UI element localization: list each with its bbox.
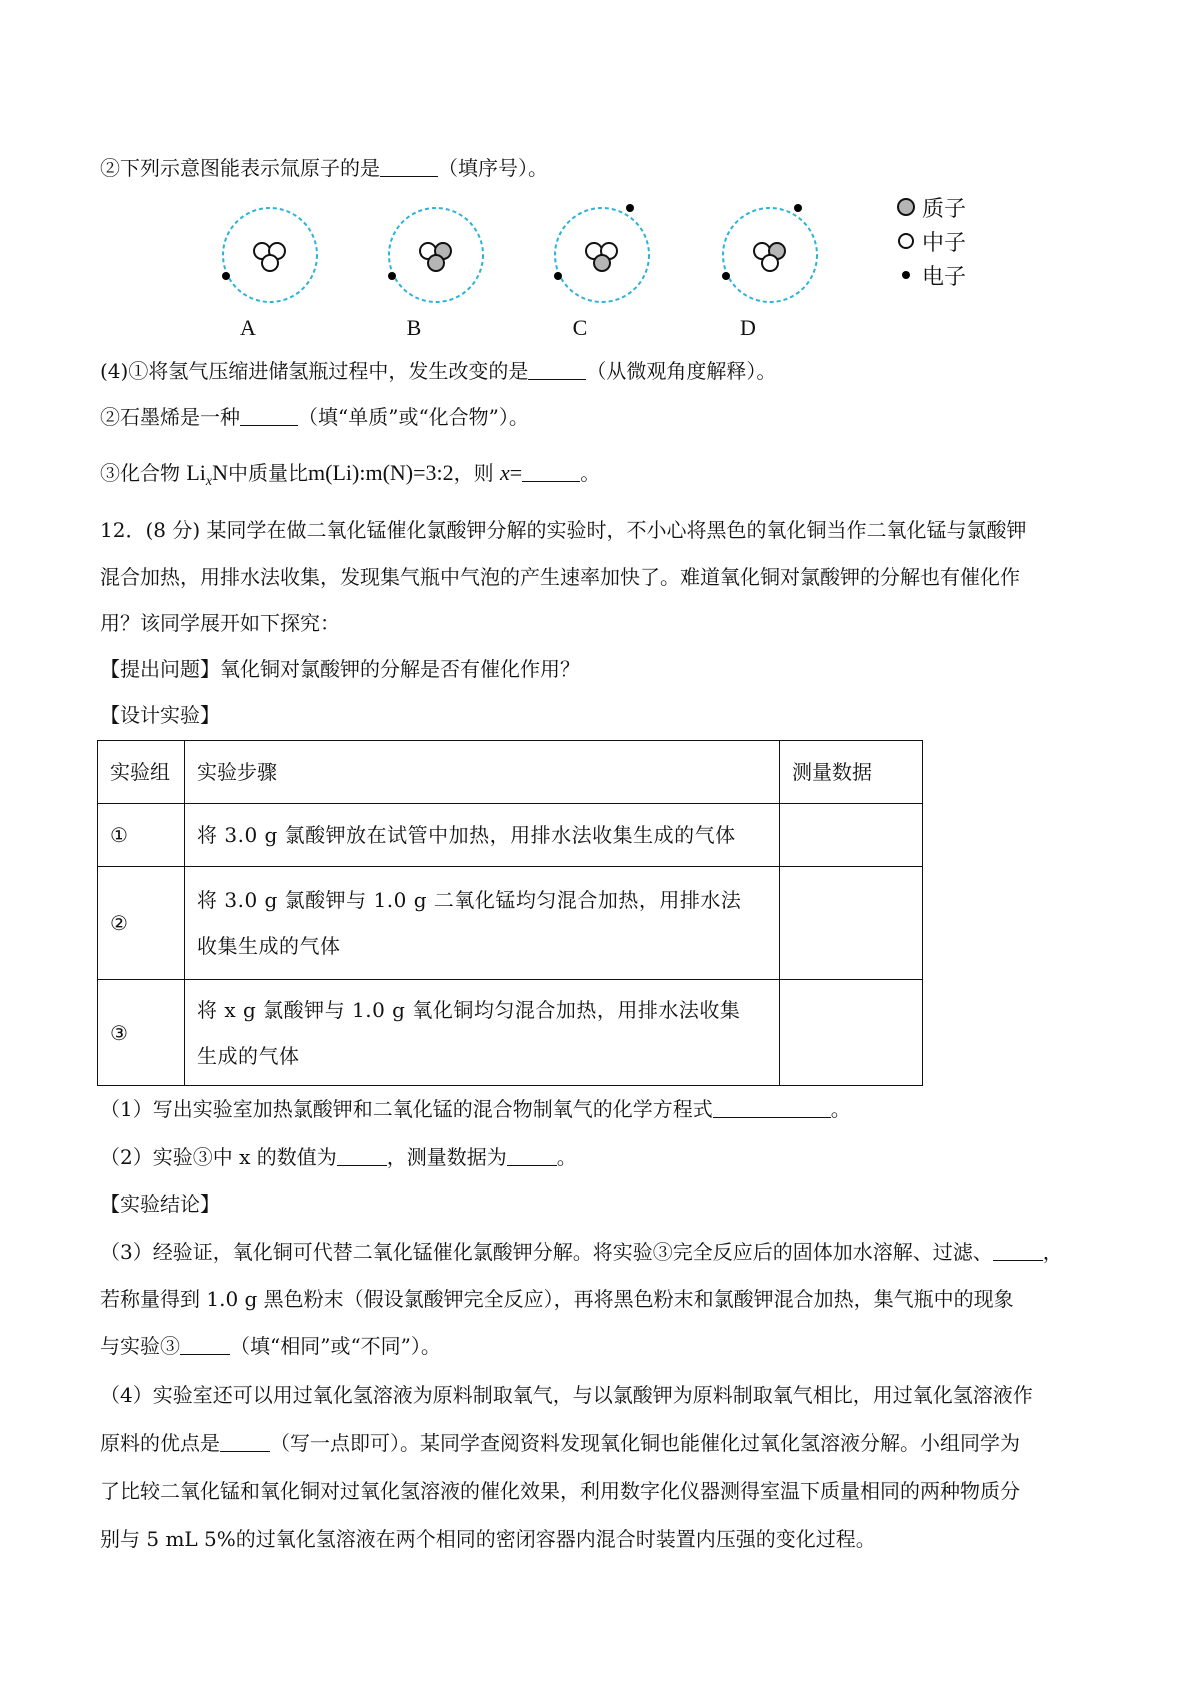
- answer-blank[interactable]: [220, 1431, 270, 1452]
- legend-neutron-label: 中子: [922, 230, 967, 256]
- cell-step: [185, 804, 780, 867]
- legend-electron-label: 电子: [922, 264, 967, 290]
- q4-line2: [100, 402, 529, 432]
- question-text: ②下列示意图能表示氚原子的是: [100, 156, 380, 180]
- q12-part4-line4: 别与 5 mL 5%的过氧化氢溶液在两个相同的密闭容器内混合时装置内压强的变化过程。: [100, 1527, 876, 1551]
- q12-part4-l2-tail: （写一点即可）。某同学查阅资料发现氧化铜也能催化过氧化氢溶液分解。小组同学为: [270, 1431, 1020, 1455]
- table-row: [98, 867, 923, 980]
- variable-x-symbol: x: [500, 460, 510, 485]
- q12-part2-mid: ，测量数据为: [386, 1145, 507, 1169]
- atom-option-b: [376, 195, 496, 340]
- proton-icon: [896, 197, 916, 217]
- formula-lixn: [186, 460, 229, 489]
- table-header-row: [98, 741, 923, 804]
- atom-diagram: [210, 195, 967, 345]
- legend-electron: [896, 259, 966, 291]
- q4-line3-then: ，则: [453, 461, 494, 485]
- cell-step-line1: 将 3.0 g 氯酸钾与 1.0 g 二氧化锰均匀混合加热，用排水法: [197, 888, 742, 912]
- q12-part2-text: （2）实验③中 x 的数值为: [100, 1145, 337, 1169]
- q12-part3-l3-tail: （填“相同”或“不同”）。: [230, 1334, 441, 1358]
- cell-data[interactable]: [780, 980, 923, 1086]
- atom-d-figure: [710, 195, 830, 315]
- answer-blank[interactable]: [507, 1145, 557, 1166]
- q12-conclusion-heading: 【实验结论】: [100, 1192, 220, 1216]
- answer-blank[interactable]: [522, 461, 580, 482]
- cell-step: [185, 980, 780, 1086]
- atom-c-figure: [542, 195, 662, 315]
- header-group: 实验组: [98, 741, 185, 804]
- electron-icon: [896, 265, 916, 285]
- atom-option-c: [542, 195, 662, 340]
- q12-part2-tail: 。: [556, 1145, 577, 1169]
- answer-blank[interactable]: [528, 359, 586, 380]
- cell-step-line1: 将 x g 氯酸钾与 1.0 g 氧化铜均匀混合加热，用排水法收集: [197, 997, 741, 1022]
- neutron-icon: [896, 231, 916, 251]
- atom-label-d: D: [740, 315, 756, 340]
- q4-line1-text: (4)①将氢气压缩进储氢瓶过程中，发生改变的是: [100, 359, 529, 383]
- header-steps: 实验步骤: [185, 741, 780, 804]
- q12-question: 【提出问题】氧化铜对氯酸钾的分解是否有催化作用？: [100, 657, 580, 681]
- answer-blank[interactable]: [713, 1097, 831, 1118]
- question-tail: （填序号）。: [438, 156, 548, 180]
- legend-proton: [896, 191, 966, 223]
- q12-part1-text: （1）写出实验室加热氯酸钾和二氧化锰的混合物制氧气的化学方程式: [100, 1097, 713, 1121]
- q4-line3-end: 。: [580, 461, 601, 485]
- answer-blank[interactable]: [240, 405, 298, 426]
- q12-part4-l2-text: 原料的优点是: [100, 1431, 220, 1455]
- formula-x: x: [205, 474, 213, 489]
- atom-label-b: B: [406, 315, 422, 340]
- legend-neutron: [896, 225, 966, 257]
- q12-part3-line1: [100, 1237, 1063, 1267]
- q12-part1: [100, 1094, 851, 1124]
- q12-intro-line2: 混合加热，用排水法收集，发现集气瓶中气泡的产生速率加快了。难道氧化铜对氯酸钾的分解也有催化作: [100, 565, 1020, 589]
- cell-group: ②: [98, 867, 185, 980]
- q4-line2-text: ②石墨烯是一种: [100, 405, 240, 429]
- cell-step-line2: 收集生成的气体: [197, 934, 341, 958]
- atom-option-a: [210, 195, 330, 340]
- cell-group: ①: [98, 804, 185, 867]
- answer-blank[interactable]: [180, 1334, 230, 1355]
- cell-step-line2: 生成的气体: [197, 1043, 300, 1068]
- atom-label-c: C: [572, 315, 588, 340]
- variable-x: [500, 460, 510, 485]
- answer-blank[interactable]: [337, 1145, 387, 1166]
- atom-option-d: [710, 195, 830, 340]
- mass-ratio: m(Li):m(N)=3:2: [308, 460, 454, 485]
- equals-sign: =: [509, 460, 523, 485]
- q12-design-heading: 【设计实验】: [100, 703, 220, 727]
- q12-intro-line1: 12．(8 分) 某同学在做二氧化锰催化氯酸钾分解的实验时，不小心将黑色的氧化铜当作二氧化锰与氯酸钾: [100, 518, 1027, 542]
- q12-part1-tail: 。: [830, 1097, 851, 1121]
- answer-blank[interactable]: [993, 1240, 1043, 1261]
- atom-a-figure: [210, 195, 330, 315]
- q4-line3: [100, 458, 600, 497]
- q12-part4-line3: 了比较二氧化锰和氧化铜对过氧化氢溶液的催化效果，利用数字化仪器测得室温下质量相同的两种物质分: [100, 1479, 1020, 1503]
- q12-part3-line3: [100, 1331, 441, 1361]
- q4-line1-tail: （从微观角度解释）。: [586, 359, 777, 383]
- q12-part4-line2: [100, 1428, 1020, 1458]
- legend-proton-label: 质子: [922, 196, 967, 222]
- table-row: [98, 980, 923, 1086]
- cell-step: [185, 867, 780, 980]
- formula-li: Li: [186, 460, 206, 485]
- header-data: 测量数据: [780, 741, 923, 804]
- cell-step-line1: 将 3.0 g 氯酸钾放在试管中加热，用排水法收集生成的气体: [197, 823, 736, 847]
- q12-part3-line2: 若称量得到 1.0 g 黑色粉末（假设氯酸钾完全反应），再将黑色粉末和氯酸钾混合加热，集气瓶中的现象: [100, 1287, 1014, 1311]
- q12-intro-line3: 用？该同学展开如下探究：: [100, 611, 340, 635]
- question-tritium: [100, 153, 548, 183]
- cell-data[interactable]: [780, 867, 923, 980]
- q12-part4-line1: （4）实验室还可以用过氧化氢溶液为原料制取氧气，与以氯酸钾为原料制取氧气相比，用过氧化氢溶液作: [100, 1383, 1033, 1407]
- cell-data[interactable]: [780, 804, 923, 867]
- atom-label-a: A: [240, 315, 256, 340]
- q12-part3-l3-text: 与实验③: [100, 1334, 180, 1358]
- q4-line1: [100, 356, 776, 386]
- q4-line3-mid: 中质量比: [228, 461, 309, 485]
- q12-part3-comma: ，: [1042, 1240, 1063, 1264]
- q4-line2-tail: （填“单质”或“化合物”）。: [298, 405, 529, 429]
- q4-line3-text: ③化合物: [100, 461, 180, 485]
- atom-b-figure: [376, 195, 496, 315]
- formula-n: N: [212, 460, 229, 485]
- cell-group: ③: [98, 980, 185, 1086]
- table-row: [98, 804, 923, 867]
- q12-part3-text: （3）经验证，氧化铜可代替二氧化锰催化氯酸钾分解。将实验③完全反应后的固体加水溶解、过滤、: [100, 1240, 993, 1264]
- answer-blank[interactable]: [380, 156, 438, 177]
- q12-part2: [100, 1142, 577, 1172]
- experiment-table: [97, 740, 923, 1086]
